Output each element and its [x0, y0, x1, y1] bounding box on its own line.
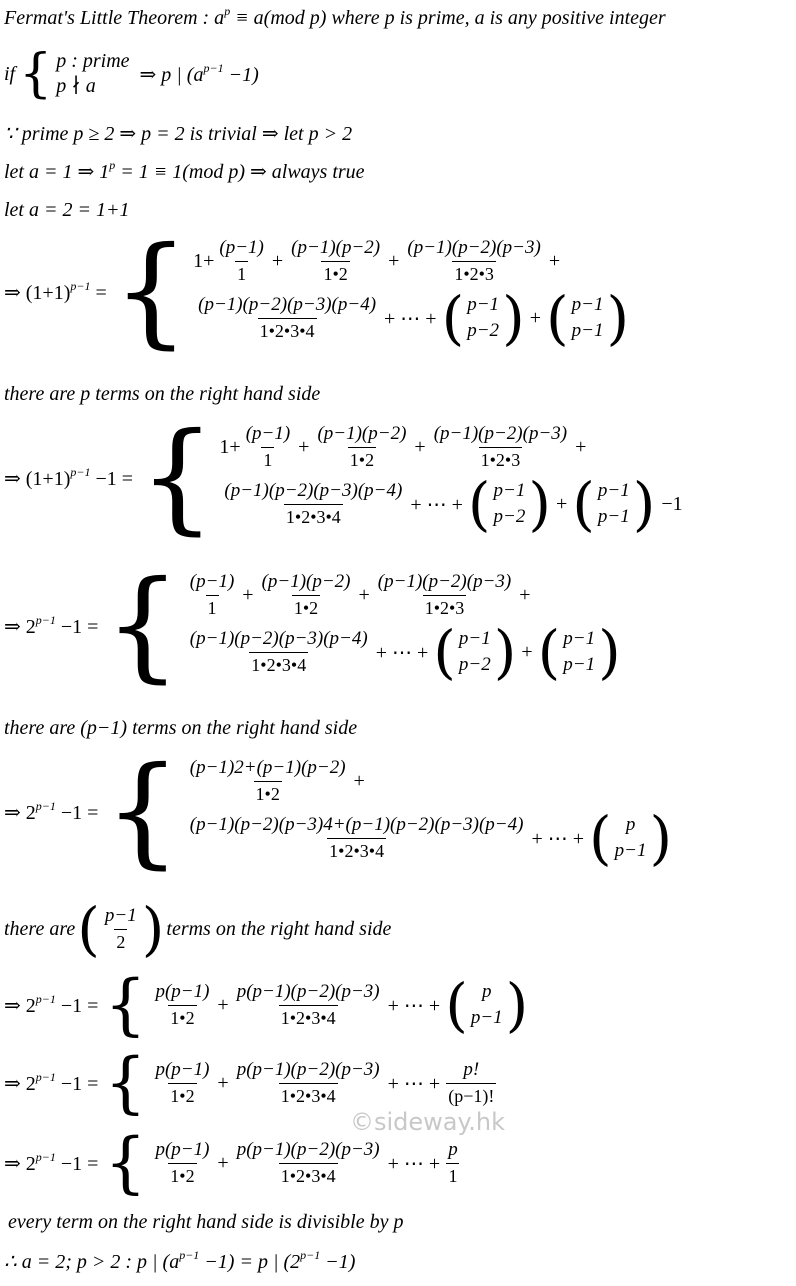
note-divisible: every term on the right hand side is divisible by p	[8, 1211, 404, 1233]
expansion-eq-1: ⇒ $(1+1)^{p-1}$ = { 1+ $\frac{(p-1)}{1}$ + $\frac{(p-1)(p-2)}{1•2}$ + $\frac{(p-1)(p-2)(p-3)}{1•2•3}$ + $\frac{(p-1)(p-2)(p-3)(p-4)}{1•2•3•4}$ + ⋯ + ( p−1 p−2 ) + ( p−1 p−1 )	[4, 222, 630, 361]
expansion-eq-6: ⇒ $2^{p-1} -1$ = { $\frac{p(p-1)}{1•2}$ + $\frac{p(p-1)(p-2)(p-3)}{1•2•3•4}$ + ⋯ + $\frac{p!}{(p-1)!}$	[4, 1044, 495, 1121]
line-a-equals-1: let a = 1 ⇒ $1^p = 1 \equiv 1(mod$ p) ⇒ always true	[4, 158, 365, 183]
note-p-minus-1-terms: there are (p−1) terms on the right hand side	[4, 717, 358, 739]
theorem-statement: Fermat's Little Theorem : $a^p \equiv a(mod$ p) where p is prime, a is any positive integer	[4, 4, 666, 29]
line-prime-condition: ∵ prime p ≥ 2 ⇒ p = 2 is trivial ⇒ let p > 2	[4, 123, 353, 145]
expansion-eq-5: ⇒ $2^{p-1} -1$ = { $\frac{p(p-1)}{1•2}$ + $\frac{p(p-1)(p-2)(p-3)}{1•2•3•4}$ + ⋯ + ( p p−1 )	[4, 966, 529, 1043]
line-a-equals-2: let a = 2 = 1+1	[4, 199, 130, 221]
note-p-terms: there are p terms on the right hand side	[4, 383, 321, 405]
note-half-terms: there are ( $\frac{p-1}{2}$ ) terms on the right hand side	[4, 895, 392, 963]
hypothesis-line: if { p : prime p ∤ a ⇒ p | $(a^{p-1} -1)$	[4, 44, 259, 104]
expansion-eq-4: ⇒ $2^{p-1} -1$ = { $\frac{(p-1)2+(p-1)(p-2)}{1•2}$ + $\frac{(p-1)(p-2)(p-3)4+(p-1)(p-2)(p-3)(p-4)}{1•2•3•4}$ + ⋯ + ( p p−1 )	[4, 742, 673, 881]
conclusion-line: ∴ a = 2; p > 2 : p | $(a^{p-1} -1) = p$ | $(2^{p-1} -1)$	[4, 1248, 356, 1273]
expansion-eq-7: ⇒ $2^{p-1} -1$ = { $\frac{p(p-1)}{1•2}$ + $\frac{p(p-1)(p-2)(p-3)}{1•2•3•4}$ + ⋯ + $\frac{p}{1}$	[4, 1124, 458, 1201]
expansion-eq-3: ⇒ $2^{p-1} -1$ = { $\frac{(p-1)}{1}$ + $\frac{(p-1)(p-2)}{1•2}$ + $\frac{(p-1)(p-2)(p-3)}{1•2•3}$ + $\frac{(p-1)(p-2)(p-3)(p-4)}{1•2•3•4}$ + ⋯ + ( p−1 p−2 ) + ( p−1 p−1 )	[4, 556, 621, 695]
watermark: ©sideway.hk	[350, 1108, 506, 1136]
expansion-eq-2: ⇒ $(1+1)^{p-1} -1$ = { 1+ $\frac{(p-1)}{1}$ + $\frac{(p-1)(p-2)}{1•2}$ + $\frac{(p-1)(p-2)(p-3)}{1•2•3}$ + $\frac{(p-1)(p-2)(p-3)(p-4)}{1•2•3•4}$ + ⋯ + ( p−1 p−2 ) + ( p−1 p−1 ) −1	[4, 408, 683, 547]
